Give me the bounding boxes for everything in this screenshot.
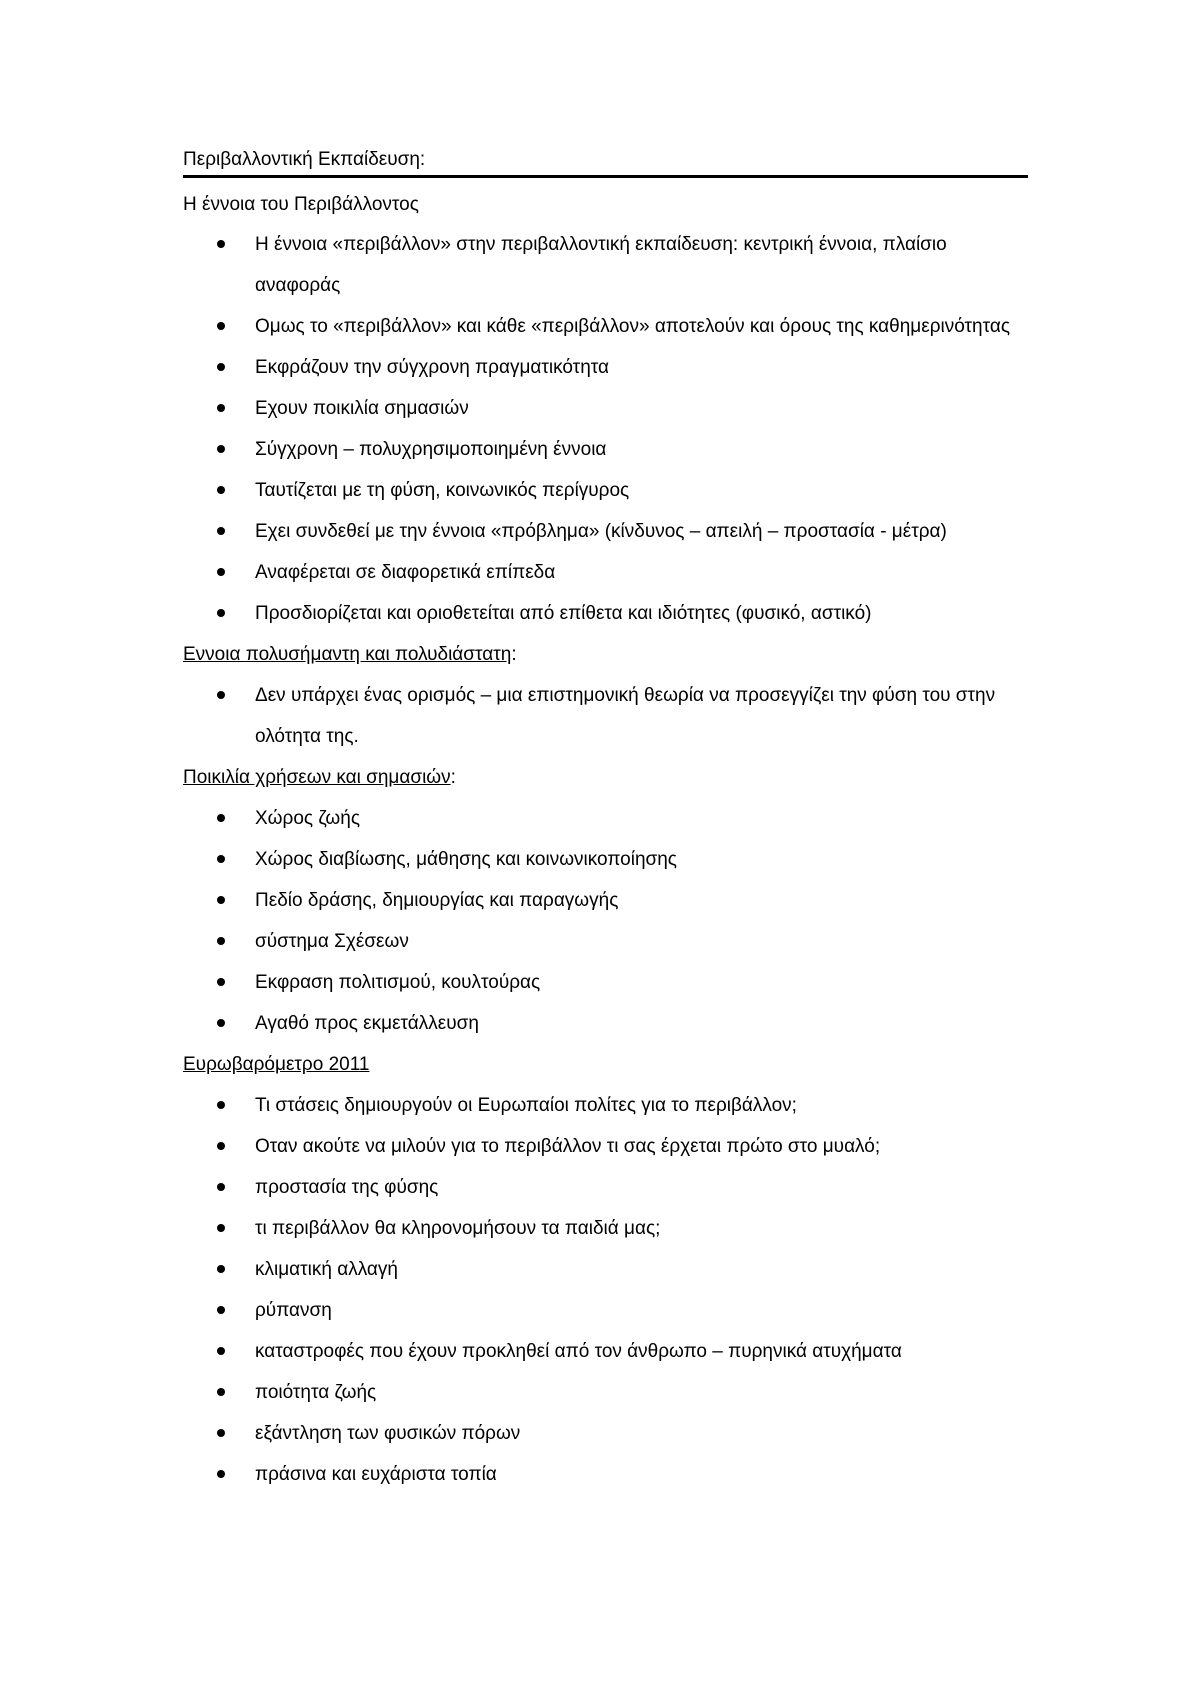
list-item [183,1249,1028,1290]
list-item [183,839,1028,880]
section-heading [183,757,1028,798]
list-item-text: καταστροφές που έχουν προκληθεί από τον άνθρωπο – πυρηνικά ατυχήματα [255,1341,902,1362]
list-item-text: Ομως το «περιβάλλον» και κάθε «περιβάλλον» αποτελούν και όρους της καθημερινότητας [255,316,1010,337]
bullet-icon [217,1019,225,1027]
bullet-icon [217,404,225,412]
list-item-text: Χώρος ζωής [255,808,360,829]
list-item-text: Δεν υπάρχει ένας ορισμός – μια επιστημονική θεωρία να προσεγγίζει την φύση του στην ολότητα της. [255,685,996,747]
list-item-text: Εκφράζουν την σύγχρονη πραγματικότητα [255,357,609,378]
list-item-text: σύστημα Σχέσεων [255,931,409,952]
section-heading-suffix: : [511,644,517,665]
list-item [183,306,1028,347]
bullet-icon [217,896,225,904]
list-item [183,1085,1028,1126]
list-item [183,593,1028,634]
bullet-icon [217,855,225,863]
bullet-icon [217,978,225,986]
list-item-text: Πεδίο δράσης, δημιουργίας και παραγωγής [255,890,619,911]
bullet-icon [217,1183,225,1191]
list-item [183,880,1028,921]
section-heading [183,1044,1028,1085]
bullet-icon [217,486,225,494]
section-heading-text: Ευρωβαρόμετρο 2011 [183,1054,370,1075]
list-item-text: Ταυτίζεται με τη φύση, κοινωνικός περίγυρος [255,480,630,501]
bullet-icon [217,609,225,617]
list-item-text: Σύγχρονη – πολυχρησιμοποιημένη έννοια [255,439,607,460]
list-item [183,511,1028,552]
list-item-text: Οταν ακούτε να μιλούν για το περιβάλλον τι σας έρχεται πρώτο στο μυαλό; [255,1136,881,1157]
list-item [183,470,1028,511]
bullet-icon [217,1347,225,1355]
bullet-list [183,1085,1028,1495]
list-item-text: ρύπανση [255,1300,332,1321]
document-sections [183,224,1028,1495]
list-item [183,1003,1028,1044]
document-subtitle: Η έννοια του Περιβάλλοντος [183,194,419,215]
list-item [183,1208,1028,1249]
bullet-icon [217,240,225,248]
list-item-text: Εκφραση πολιτισμού, κουλτούρας [255,972,541,993]
bullet-icon [217,1224,225,1232]
list-item-text: Χώρος διαβίωσης, μάθησης και κοινωνικοποίησης [255,849,677,870]
list-item [183,388,1028,429]
list-item-text: Εχουν ποικιλία σημασιών [255,398,469,419]
list-item [183,1126,1028,1167]
list-item [183,1413,1028,1454]
bullet-icon [217,527,225,535]
list-item [183,798,1028,839]
list-item-text: Αναφέρεται σε διαφορετικά επίπεδα [255,562,556,583]
bullet-icon [217,1265,225,1273]
list-item-text: ποιότητα ζωής [255,1382,377,1403]
list-item-text: Τι στάσεις δημιουργούν οι Ευρωπαίοι πολίτες για το περιβάλλον; [255,1095,797,1116]
list-item-text: Η έννοια «περιβάλλον» στην περιβαλλοντική εκπαίδευση: κεντρική έννοια, πλαίσιο αναφοράς [255,234,947,296]
bullet-icon [217,445,225,453]
bullet-icon [217,1306,225,1314]
list-item [183,675,1028,757]
list-item [183,1372,1028,1413]
bullet-icon [217,1429,225,1437]
section-heading-suffix: : [450,767,456,788]
section-heading [183,634,1028,675]
list-item [183,1290,1028,1331]
bullet-icon [217,1142,225,1150]
list-item-text: Εχει συνδεθεί με την έννοια «πρόβλημα» (κίνδυνος – απειλή – προστασία - μέτρα) [255,521,947,542]
bullet-icon [217,363,225,371]
list-item [183,1331,1028,1372]
list-item [183,429,1028,470]
list-item [183,552,1028,593]
list-item-text: εξάντληση των φυσικών πόρων [255,1423,521,1444]
list-item [183,347,1028,388]
list-item-text: Αγαθό προς εκμετάλλευση [255,1013,479,1034]
bullet-list [183,675,1028,757]
list-item [183,962,1028,1003]
section-heading-text: Ποικιλία χρήσεων και σημασιών [183,767,451,788]
document-page [183,145,1028,1495]
bullet-icon [217,1101,225,1109]
bullet-list [183,224,1028,634]
bullet-icon [217,937,225,945]
list-item [183,224,1028,306]
bullet-icon [217,322,225,330]
bullet-icon [217,1388,225,1396]
bullet-icon [217,1470,225,1478]
bullet-list [183,798,1028,1044]
list-item [183,1167,1028,1208]
list-item-text: κλιματική αλλαγή [255,1259,398,1280]
list-item [183,1454,1028,1495]
list-item-text: πράσινα και ευχάριστα τοπία [255,1464,497,1485]
list-item-text: προστασία της φύσης [255,1177,439,1198]
list-item-text: τι περιβάλλον θα κληρονομήσουν τα παιδιά μας; [255,1218,661,1239]
list-item [183,921,1028,962]
section-heading-text: Εννοια πολυσήμαντη και πολυδιάστατη [183,644,512,665]
document-title: Περιβαλλοντική Εκπαίδευση: [183,145,1028,178]
bullet-icon [217,814,225,822]
bullet-icon [217,691,225,699]
bullet-icon [217,568,225,576]
list-item-text: Προσδιορίζεται και οριοθετείται από επίθετα και ιδιότητες (φυσικό, αστικό) [255,603,872,624]
